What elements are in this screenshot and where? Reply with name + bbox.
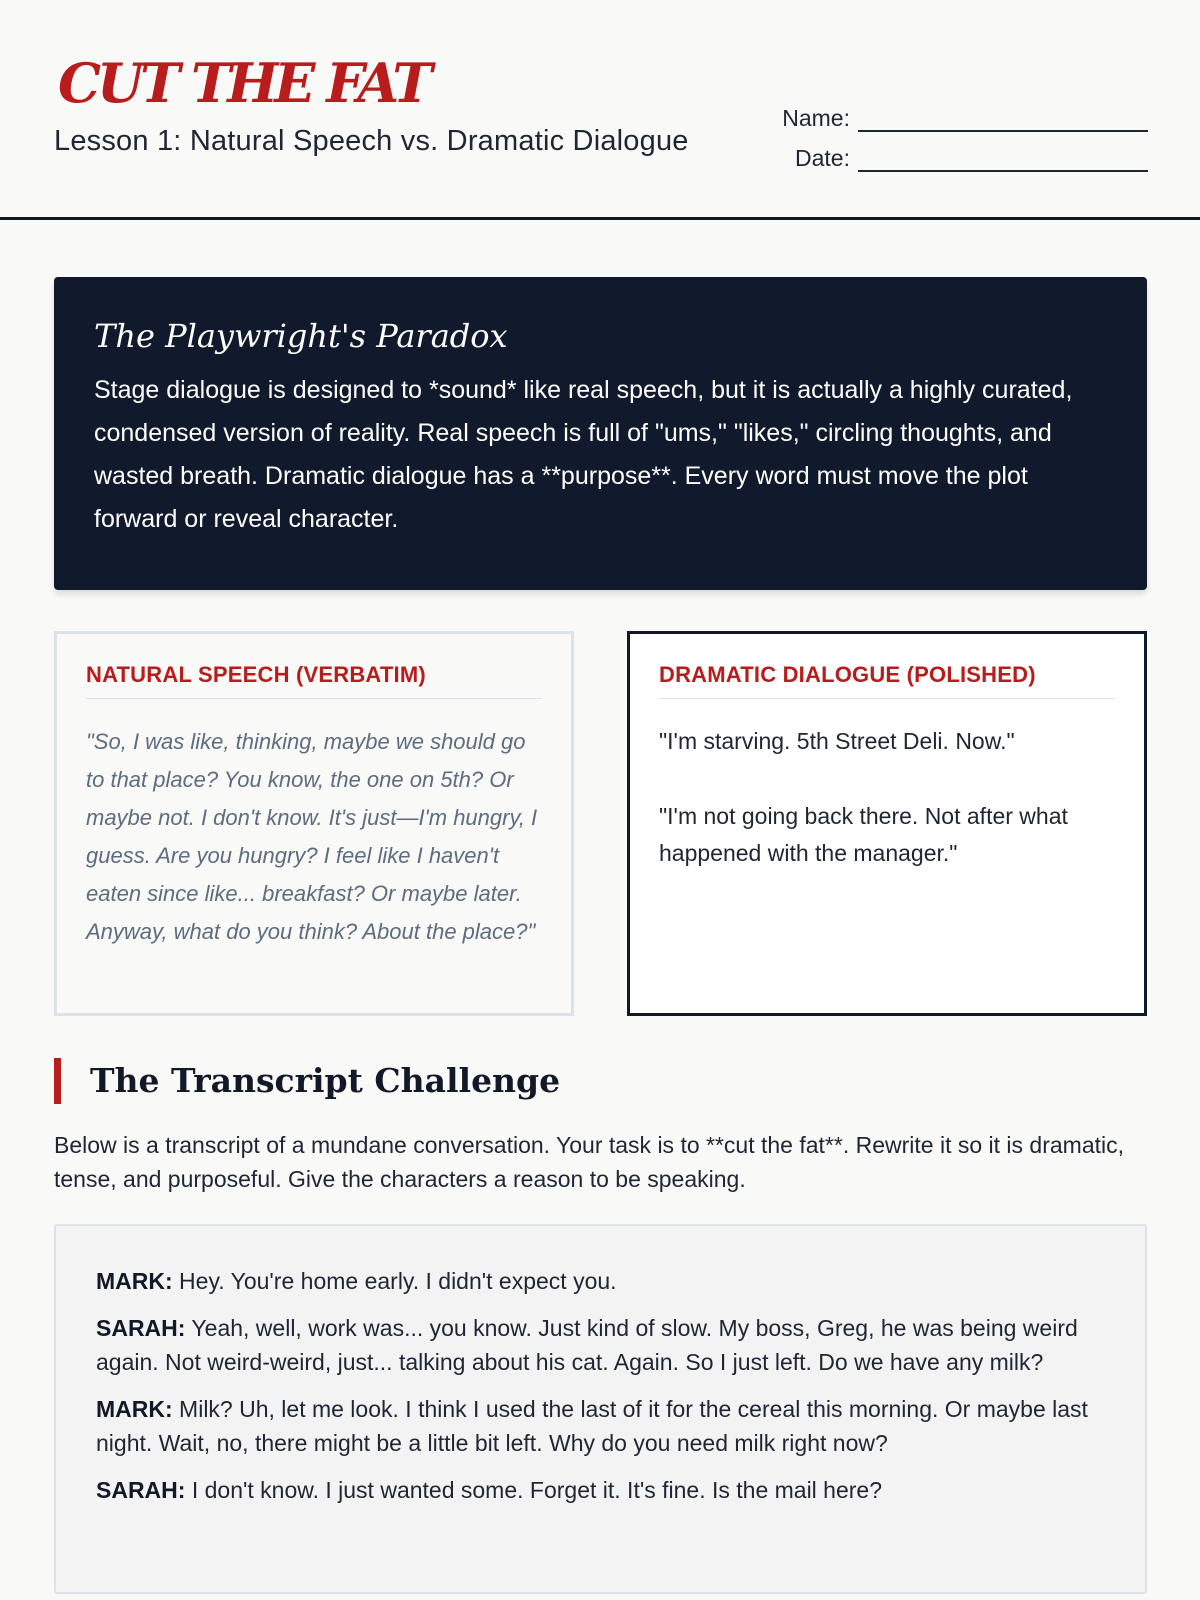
line-text: Hey. You're home early. I didn't expect you.: [172, 1268, 617, 1294]
natural-speech-text: "So, I was like, thinking, maybe we should go to that place? You know, the one on 5th? Or maybe not. I don't know. It's just—I'm hungry, I guess. Are you hungry? I feel like I haven't eaten since like... breakfast? Or maybe later. Anyway, what do you think? About the place?": [86, 729, 538, 944]
transcript-box: [54, 1224, 1147, 1594]
speaker-name: MARK:: [96, 1396, 173, 1422]
transcript-line: [96, 1392, 1105, 1460]
dramatic-dialogue-card: [627, 631, 1147, 1016]
transcript-line: [96, 1264, 1105, 1298]
paradox-box: [54, 277, 1147, 590]
dramatic-dialogue-heading: DRAMATIC DIALOGUE (POLISHED): [659, 662, 1115, 699]
date-field[interactable]: [858, 144, 1148, 172]
student-info: [778, 92, 1148, 172]
date-label: Date:: [795, 145, 850, 171]
natural-speech-heading: NATURAL SPEECH (VERBATIM): [86, 662, 542, 699]
paradox-title: The Playwright's Paradox: [94, 317, 508, 355]
speaker-name: MARK:: [96, 1268, 173, 1294]
speaker-name: SARAH:: [96, 1477, 186, 1503]
paradox-body: Stage dialogue is designed to *sound* like real speech, but it is actually a highly curated, condensed version of reality. Real speech is full of "ums," "likes," circling thoughts, and wasted breath. Dramatic dialogue has a **purpose**. Every word must move the plot forward or reveal character.: [94, 376, 1073, 533]
line-text: Milk? Uh, let me look. I think I used the last of it for the cereal this morning. Or maybe last night. Wait, no, there might be a little bit left. Why do you need milk right now?: [96, 1396, 1088, 1456]
transcript-line: [96, 1311, 1105, 1379]
dramatic-line: "I'm not going back there. Not after what happened with the manager.": [659, 803, 1068, 866]
comparison-section: [54, 631, 1147, 1016]
date-row: [778, 132, 1148, 172]
transcript-line: [96, 1473, 1105, 1507]
challenge-intro: Below is a transcript of a mundane conversation. Your task is to **cut the fat**. Rewrite it so it is dramatic, tense, and purposeful. Give the characters a reason to be speaking.: [54, 1132, 1125, 1192]
line-text: Yeah, well, work was... you know. Just kind of slow. My boss, Greg, he was being weird again. Not weird-weird, just... talking about his cat. Again. So I just left. Do we have any milk?: [96, 1315, 1078, 1375]
natural-speech-card: [54, 631, 574, 1016]
speaker-name: SARAH:: [96, 1315, 186, 1341]
dramatic-line: "I'm starving. 5th Street Deli. Now.": [659, 728, 1015, 754]
name-label: Name:: [782, 105, 850, 131]
lesson-title: Lesson 1: Natural Speech vs. Dramatic Dialogue: [54, 125, 689, 157]
name-row: [778, 92, 1148, 132]
name-field[interactable]: [858, 104, 1148, 132]
line-text: I don't know. I just wanted some. Forget it. It's fine. Is the mail here?: [185, 1477, 883, 1503]
challenge-heading: The Transcript Challenge: [54, 1058, 560, 1104]
worksheet-header: [0, 0, 1200, 220]
brand-logo: CUT THE FAT: [58, 51, 429, 115]
